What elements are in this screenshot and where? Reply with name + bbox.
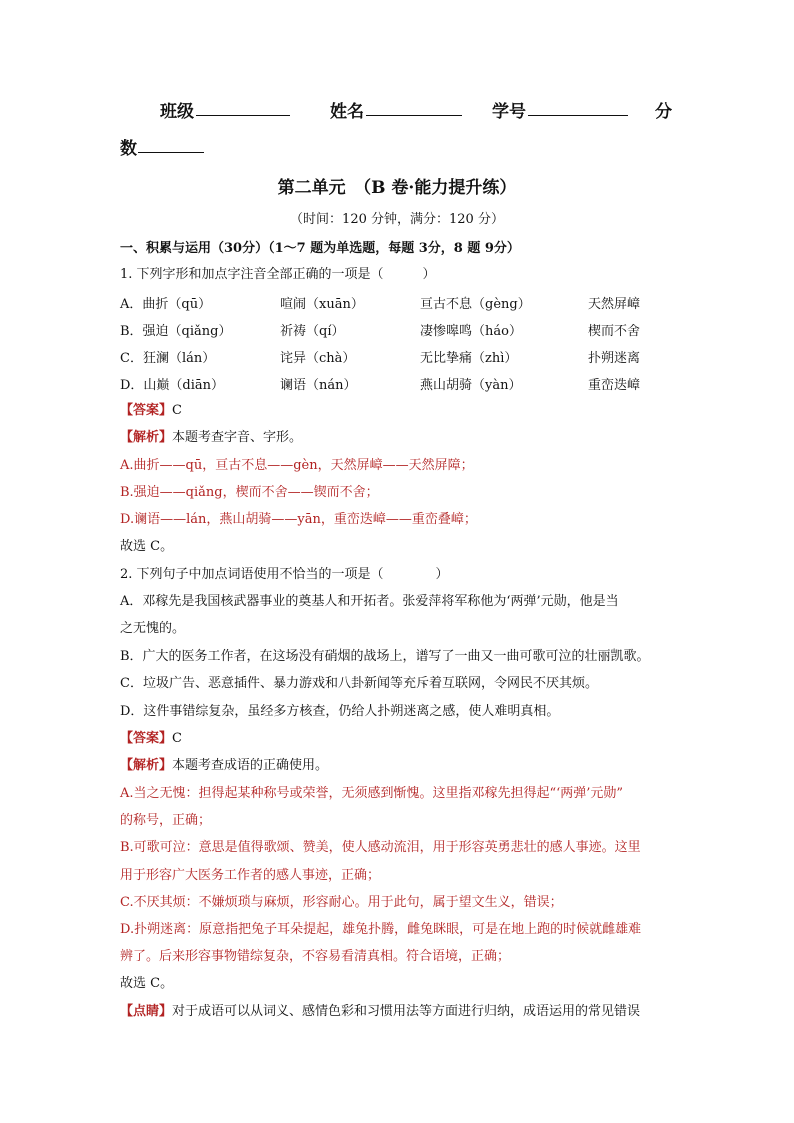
q1-option-cell: 诧异（chà） [280, 351, 356, 366]
q1-option-cell: 重峦迭嶂 [588, 378, 641, 393]
answer-tag: 【答案】 [120, 731, 173, 746]
tip-line [120, 1002, 680, 1022]
analysis-tag: 【解析】 [120, 430, 173, 445]
q2-option: 之无愧的。 [120, 621, 186, 636]
q1-option-cell: C．狂澜（lán） [120, 351, 216, 366]
q1-analysis-line: B.强迫——qiǎng，楔而不舍——锲而不舍； [120, 485, 379, 500]
q1-option-cell: 喧闹（xuān） [280, 297, 364, 312]
class-label: 班级 [160, 102, 194, 122]
q2-option: D．这件事错综复杂，虽经多方核查，仍给人扑朔迷离之感，使人难明真相。 [120, 704, 560, 719]
q2-stem: 2. 下列句子中加点词语使用不恰当的一项是（ ） [120, 567, 449, 582]
q1-answer [120, 401, 680, 421]
q2-option: B．广大的医务工作者，在这场没有硝烟的战场上，谱写了一曲又一曲可歌可泣的壮丽凯歌。 [120, 649, 650, 664]
q2-option: A．邓稼先是我国核武器事业的奠基人和开拓者。张爱萍将军称他为‘两弹’元勋，他是当 [120, 594, 619, 609]
q2-analysis [120, 756, 680, 776]
q1-option-cell: 扑朔迷离 [588, 351, 641, 366]
q1-option-cell: 燕山胡骑（yàn） [420, 378, 522, 393]
score-label-part2: 数 [120, 139, 137, 159]
q2-option: C．垃圾广告、恶意插件、暴力游戏和八卦新闻等充斥着互联网，令网民不厌其烦。 [120, 676, 598, 691]
answer-value: C [172, 731, 182, 746]
q1-analysis [120, 428, 680, 448]
q1-option-cell: 无比挚痛（zhì） [420, 351, 518, 366]
q2-analysis-line: 用于形容广大医务工作者的感人事迹，正确； [120, 868, 381, 883]
tip-tag: 【点睛】 [120, 1004, 173, 1019]
analysis-text: 本题考查成语的正确使用。 [172, 758, 329, 773]
tip-text: 对于成语可以从词义、感情色彩和习惯用法等方面进行归纳，成语运用的常见错误 [172, 1004, 641, 1019]
q1-option-row [120, 347, 680, 367]
analysis-text: 本题考查字音、字形。 [172, 430, 303, 445]
answer-value: C [172, 403, 182, 418]
q1-option-cell: 楔而不舍 [588, 324, 641, 339]
q1-option-cell: 凄惨嗥鸣（háo） [420, 324, 522, 339]
page-subtitle: （时间：120 分钟，满分：120 分） [290, 212, 504, 227]
q1-option-cell: 亘古不息（gèng） [420, 297, 531, 312]
q1-analysis-line: D.谰语——lán，燕山胡骑——yān，重峦迭嶂——重峦叠嶂； [120, 512, 477, 527]
q2-analysis-line: 的称号，正确； [120, 813, 212, 828]
q1-option-cell: D．山巅（diān） [120, 378, 225, 393]
page-title: 第二单元 （B 卷·能力提升练） [277, 178, 517, 198]
class-blank[interactable] [196, 97, 290, 116]
q1-option-cell: 谰语（nán） [280, 378, 357, 393]
q2-answer [120, 729, 680, 749]
q1-option-cell: A．曲折（qū） [120, 297, 212, 312]
q1-stem: 1. 下列字形和加点字注音全部正确的一项是（ ） [120, 267, 436, 282]
id-label: 学号 [492, 102, 526, 122]
q1-option-cell: 天然屏嶂 [588, 297, 641, 312]
analysis-tag: 【解析】 [120, 758, 173, 773]
answer-tag: 【答案】 [120, 403, 173, 418]
q1-conclusion: 故选 C。 [120, 539, 174, 554]
score-blank[interactable] [138, 134, 204, 153]
q1-option-cell: B．强迫（qiǎng） [120, 324, 232, 339]
q2-analysis-line: A.当之无愧：担得起某种称号或荣誉，无须感到惭愧。这里指邓稼先担得起“‘两弹’元勋” [120, 786, 624, 801]
q2-analysis-line: C.不厌其烦：不嫌烦琐与麻烦，形容耐心。用于此句，属于望文生义，错误； [120, 895, 563, 910]
q2-analysis-line: D.扑朔迷离：原意指把兔子耳朵提起，雄兔扑腾，雌兔眯眼，可是在地上跑的时候就雌雄难 [120, 922, 642, 937]
id-blank[interactable] [528, 97, 628, 116]
q1-option-row [120, 320, 680, 340]
section-heading: 一、积累与运用（30分）（1～7 题为单选题，每题 3分，8 题 9分） [120, 241, 520, 256]
name-label: 姓名 [330, 102, 364, 122]
q1-option-row [120, 293, 680, 313]
q1-option-cell: 祈祷（qí） [280, 324, 345, 339]
q1-option-row [120, 374, 680, 394]
q2-conclusion: 故选 C。 [120, 976, 174, 991]
name-blank[interactable] [366, 97, 462, 116]
q2-analysis-line: B.可歌可泣：意思是值得歌颂、赞美，使人感动流泪，用于形容英勇悲壮的感人事迹。这里 [120, 840, 641, 855]
score-label-part1: 分 [655, 102, 672, 122]
q2-analysis-line: 辨了。后来形容事物错综复杂，不容易看清真相。符合语境，正确； [120, 949, 511, 964]
q1-analysis-line: A.曲折——qū，亘古不息——gèn，天然屏嶂——天然屏障； [120, 458, 474, 473]
